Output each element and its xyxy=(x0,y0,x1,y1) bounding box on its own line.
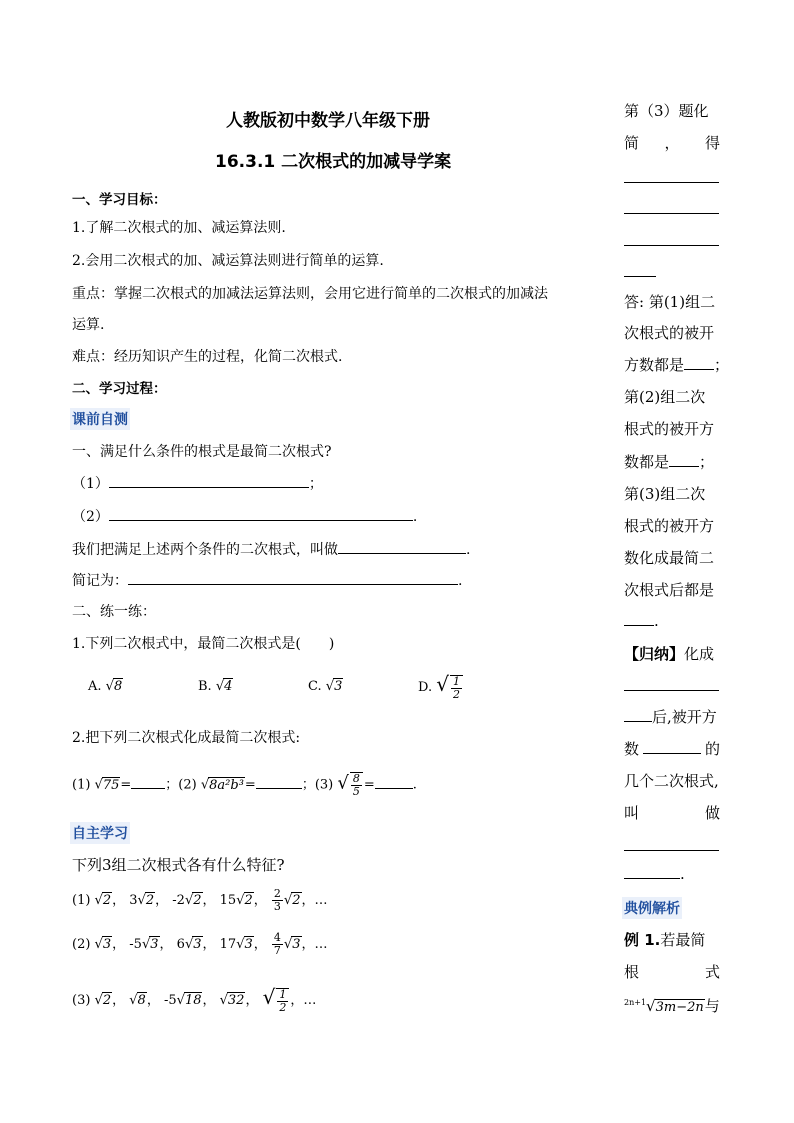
self-study-question: 下列3组二次根式各有什么特征? xyxy=(72,856,285,874)
ellipsis: ，… xyxy=(301,937,328,952)
group-2: (2) √3， -5√3， 6√3， 17√3， $\frac{4}{7}$ √3，… xyxy=(72,931,328,957)
answer-blank[interactable] xyxy=(624,611,654,626)
punct: . xyxy=(654,612,659,630)
group-label: (1) xyxy=(72,893,91,908)
radicand: 8 xyxy=(113,679,123,694)
coefficient: -5 xyxy=(163,993,177,1008)
side-answer-9: 数化成最简二 xyxy=(624,549,715,567)
punct: . xyxy=(466,542,471,558)
ellipsis: ，… xyxy=(301,893,328,908)
option-label: B. xyxy=(198,679,212,694)
radicand: 8 xyxy=(137,993,146,1008)
option-b[interactable] xyxy=(198,679,233,694)
fraction xyxy=(350,772,363,798)
punct: ； xyxy=(714,356,730,374)
fraction-denominator: 2 xyxy=(279,1000,287,1014)
side-text: 若最简 xyxy=(660,931,706,949)
fraction xyxy=(450,675,463,701)
answer-blank[interactable] xyxy=(131,774,165,789)
side-word: 简 xyxy=(624,134,640,152)
process-heading: 二、学习过程： xyxy=(72,381,167,397)
side-answer-5: 根式的被开方 xyxy=(624,420,715,438)
abbreviation-text: 简记为： xyxy=(72,573,128,589)
radicand-line xyxy=(624,738,720,759)
equals: = xyxy=(363,777,375,793)
self-study-tag: 自主学习 xyxy=(70,822,130,844)
sqrt-expression: √4 xyxy=(215,679,233,694)
radicand: 3 xyxy=(150,937,159,952)
example-1-radical: $^{2n+1}$√3m−2n与 xyxy=(624,997,720,1015)
side-answer-2: 次根式的被开 xyxy=(624,324,715,342)
fraction-numerator: 1 xyxy=(452,674,460,688)
radicand: 3 xyxy=(292,937,301,952)
coefficient: 15 xyxy=(219,893,237,908)
fraction-denominator: 5 xyxy=(352,785,360,798)
example-label: 例 1. xyxy=(624,931,661,949)
answer-blank[interactable] xyxy=(109,473,309,488)
equals: = xyxy=(244,777,256,793)
option-c[interactable] xyxy=(308,679,343,694)
radicand: 3m−2n xyxy=(655,1000,704,1015)
side-answer-4: 第(2)组二次 xyxy=(624,388,706,406)
group-1: (1) √2， 3√2， -2√2， 15√2， $\frac{2}{3}$ √2，… xyxy=(72,887,328,913)
fraction xyxy=(276,988,289,1014)
side-answer-line[interactable] xyxy=(624,213,719,214)
side-word: 叫 xyxy=(624,804,640,822)
punct: . xyxy=(412,777,417,793)
goals-heading: 一、学习目标： xyxy=(72,192,167,208)
radicand: 2 xyxy=(244,893,253,908)
summary-line xyxy=(624,643,714,664)
option-label: A. xyxy=(88,679,102,694)
fraction-denominator: 3 xyxy=(273,900,281,913)
answer-blank[interactable] xyxy=(256,774,302,789)
question-1: 一、满足什么条件的根式是最简二次根式? xyxy=(72,444,332,460)
definition-line xyxy=(72,539,470,559)
side-line-2 xyxy=(624,132,720,153)
side-word: 做 xyxy=(704,804,720,822)
radicand: 2 xyxy=(145,893,155,908)
sqrt-sign: √ xyxy=(262,985,276,1009)
goal-item-2: 2.会用二次根式的加、减运算法则进行简单的运算. xyxy=(72,253,384,269)
equals: = xyxy=(120,777,132,793)
item-label: ；(3) xyxy=(301,777,334,793)
key-point-line-1: 重点：掌握二次根式的加减法运算法则，会用它进行简单的二次根式的加减法 xyxy=(72,286,548,302)
radicand: 2 xyxy=(102,993,112,1008)
practice-question-2: 2.把下列二次根式化成最简二次根式: xyxy=(72,730,301,746)
punct: . xyxy=(412,509,418,525)
side-answer-3 xyxy=(624,354,729,375)
option-label: D. xyxy=(418,680,433,695)
side-answer-8: 根式的被开方 xyxy=(624,517,715,535)
radicand: 18 xyxy=(184,993,202,1008)
coefficient: 6 xyxy=(176,937,185,952)
fraction-numerator: 2 xyxy=(273,887,281,900)
pretest-tag: 课前自测 xyxy=(70,408,130,430)
sqrt-sign: √ xyxy=(436,672,449,696)
answer-blank[interactable] xyxy=(375,774,413,789)
definition-text: 我们把满足上述两个条件的二次根式，叫做 xyxy=(72,542,338,558)
answer-blank[interactable] xyxy=(684,355,714,370)
answer-blank[interactable] xyxy=(624,707,652,722)
abbreviation-line xyxy=(72,570,462,590)
fraction xyxy=(272,932,283,957)
answer-blank[interactable] xyxy=(624,864,680,879)
side-text: 数 xyxy=(624,740,640,758)
radicand: 2 xyxy=(193,893,202,908)
option-label: C. xyxy=(308,679,322,694)
side-answer-line[interactable] xyxy=(624,245,719,246)
several-line: 几个二次根式, xyxy=(624,772,719,790)
fraction-numerator: 4 xyxy=(273,931,281,944)
answer-blank[interactable] xyxy=(643,739,701,754)
side-answer-line[interactable] xyxy=(624,276,656,277)
question-1-blank-b xyxy=(72,506,417,526)
side-text: 与 xyxy=(704,997,720,1015)
coefficient: -2 xyxy=(172,893,185,908)
side-answer-line[interactable] xyxy=(624,850,719,851)
radical-index: 2n+1 xyxy=(624,998,647,1007)
radicand: 75 xyxy=(102,777,120,793)
option-d[interactable] xyxy=(418,672,464,701)
radicand: 8a²b³ xyxy=(209,777,244,793)
radicand: 3 xyxy=(102,937,112,952)
practice-question-2-items: (1) √75= ；(2) √8a²b³= ；(3) √ $\frac{8}{5}$ = . xyxy=(72,772,417,798)
example-1-line xyxy=(624,929,705,950)
answer-blank[interactable] xyxy=(338,539,466,554)
difficulty-point: 难点：经历知识产生的过程，化简二次根式. xyxy=(72,349,343,365)
side-word: 得 xyxy=(704,134,720,152)
side-answer-11 xyxy=(624,611,659,630)
answer-blank[interactable] xyxy=(128,570,458,585)
radicand: 3 xyxy=(193,937,202,952)
page-subtitle: 16.3.1 二次根式的加减导学案 xyxy=(215,152,452,172)
fraction-denominator: 7 xyxy=(273,944,281,957)
practice-heading: 二、练一练： xyxy=(72,604,156,620)
example-tag: 典例解析 xyxy=(622,897,682,919)
summary-tag: 【归纳】 xyxy=(624,645,685,663)
radicand: 32 xyxy=(227,993,245,1008)
ellipsis: ，… xyxy=(290,993,317,1008)
side-text: 方数都是 xyxy=(624,356,685,374)
punct: . xyxy=(458,573,463,589)
practice-question-1: 1.下列二次根式中，最简二次根式是( ) xyxy=(72,636,335,652)
side-word: 根 xyxy=(624,963,640,981)
item-label: ；(2) xyxy=(165,777,197,793)
fraction xyxy=(272,888,283,913)
radicand: 3 xyxy=(334,679,343,694)
radicand: 2 xyxy=(102,893,112,908)
punct: ； xyxy=(699,453,715,471)
coefficient: -5 xyxy=(129,937,142,952)
side-text: 后,被开方 xyxy=(652,708,717,726)
side-answer-line[interactable] xyxy=(624,182,719,183)
radicand: 4 xyxy=(224,679,233,694)
item-label: (1) xyxy=(72,777,91,793)
fraction-numerator: 8 xyxy=(352,772,360,785)
answer-blank[interactable] xyxy=(109,506,413,521)
blank-a-label: （1） xyxy=(72,476,109,492)
goal-item-1: 1.了解二次根式的加、减运算法则. xyxy=(72,220,286,236)
side-word: 式 xyxy=(704,963,720,981)
end-line xyxy=(624,864,685,883)
sqrt-sign: √ xyxy=(337,772,349,794)
coefficient: 17 xyxy=(219,937,237,952)
side-answer-1: 答: 第(1)组二 xyxy=(624,293,716,311)
called-line xyxy=(624,802,720,823)
coefficient: 3 xyxy=(129,893,138,908)
answer-blank[interactable] xyxy=(669,452,699,467)
side-line-1: 第（3）题化 xyxy=(624,102,709,120)
side-answer-10: 次根式后都是 xyxy=(624,581,715,599)
fraction-denominator: 2 xyxy=(452,687,460,701)
key-point-line-2: 运算. xyxy=(72,317,105,333)
after-line xyxy=(624,706,717,727)
example-1-line-2 xyxy=(624,961,720,982)
side-text: 的 xyxy=(705,740,721,758)
question-1-blank-a xyxy=(72,473,323,493)
radicand: 3 xyxy=(244,937,253,952)
radicand: 2 xyxy=(292,893,301,908)
blank-b-label: （2） xyxy=(72,509,109,525)
summary-text: 化成 xyxy=(684,645,715,663)
side-answer-6 xyxy=(624,451,714,472)
side-word: ， xyxy=(664,134,680,152)
group-label: (3) xyxy=(72,993,91,1008)
group-3: (3) √2， √8， -5√18， √32， √ $\frac{1}{2}$ ，… xyxy=(72,985,317,1014)
side-answer-7: 第(3)组二次 xyxy=(624,485,706,503)
option-a[interactable] xyxy=(88,679,123,694)
punct: ； xyxy=(308,476,323,492)
side-text: 数都是 xyxy=(624,453,670,471)
sqrt-expression: √3 xyxy=(325,679,343,694)
fraction-numerator: 1 xyxy=(279,987,287,1001)
punct: . xyxy=(680,865,685,883)
group-label: (2) xyxy=(72,937,91,952)
page-title: 人教版初中数学八年级下册 xyxy=(226,111,430,131)
side-answer-line[interactable] xyxy=(624,690,719,691)
sqrt-expression: √8 xyxy=(105,679,123,694)
